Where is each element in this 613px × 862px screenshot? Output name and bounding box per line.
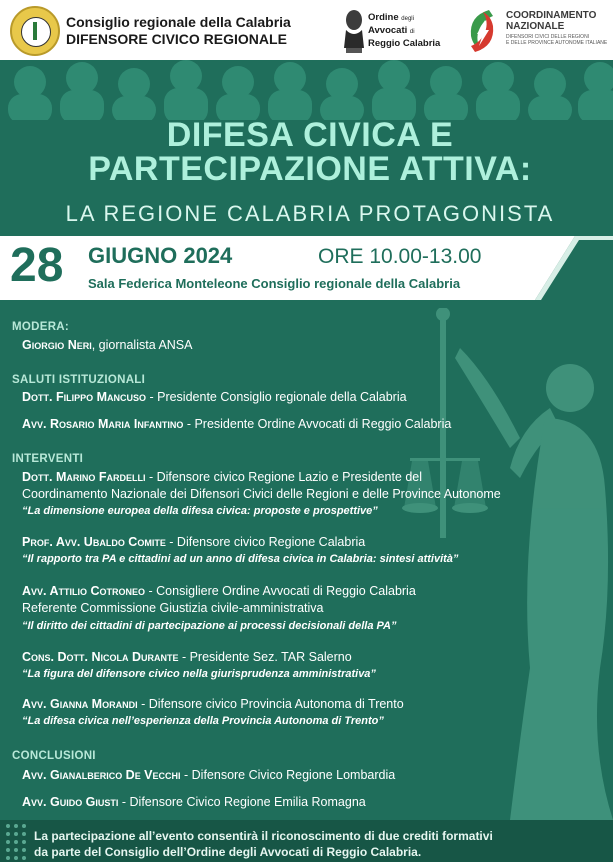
talk-title: “La figura del difensore civico nella giurisprudenza amministrativa” [22, 668, 376, 680]
dot-pattern-icon [4, 822, 26, 860]
speaker-role: - Difensore civico Provincia Autonoma di Trento [137, 697, 404, 711]
speaker-role: - Difensore civico Regione Lazio e Presidente del [145, 470, 423, 484]
intervento-item [22, 470, 542, 485]
talk-title: “La difesa civica nell’esperienza della Provincia Autonoma di Trento” [22, 715, 384, 727]
org-ordine-avvocati [368, 12, 458, 50]
saluti-label: SALUTI ISTITUZIONALI [12, 374, 146, 386]
speaker-role: - Presidente Ordine Avvocati di Reggio Calabria [183, 417, 452, 431]
org1-line2: DIFENSORE CIVICO REGIONALE [66, 31, 287, 47]
org2-small: degli [401, 16, 414, 22]
speaker-role: - Presidente Consiglio regionale della Calabria [146, 390, 407, 404]
speaker-name: Dott. Marino Fardelli [22, 470, 146, 484]
interventi-label: INTERVENTI [12, 453, 84, 465]
header [0, 0, 613, 66]
org2-line3: Reggio Calabria [368, 38, 441, 49]
saluti-item [22, 417, 542, 432]
talk-title: “Il rapporto tra PA e cittadini ad un anno di difesa civica in Calabria: sintesi attività” [22, 553, 459, 565]
event-hours: ORE 10.00-13.00 [318, 245, 482, 268]
calabria-region-seal-icon [10, 6, 60, 56]
org3-line1: COORDINAMENTO [506, 10, 597, 21]
conclusioni-item [22, 768, 542, 783]
conclusioni-label: CONCLUSIONI [12, 750, 96, 762]
org2-small2: di [409, 29, 415, 35]
speaker-name: Cons. Dott. Nicola Durante [22, 650, 179, 664]
footer-notice [0, 820, 613, 862]
conclusioni-item [22, 795, 542, 810]
speaker-name: Avv. Attilio Cotroneo [22, 584, 146, 598]
event-day: 28 [10, 239, 64, 292]
speaker-name: Avv. Rosario Maria Infantino [22, 417, 184, 431]
footer-line2: da parte del Consiglio dell’Ordine degli Avvocati di Reggio Calabria. [34, 845, 422, 859]
org3-line4: E DELLE PROVINCE AUTONOME ITALIANE [506, 40, 608, 46]
intervento-item [22, 535, 542, 550]
saluti-item [22, 390, 542, 405]
coordinamento-logo-icon [463, 6, 501, 56]
speaker-role-cont: Coordinamento Nazionale dei Difensori Civici delle Regioni e delle Province Autonome [22, 487, 501, 501]
event-title [10, 118, 610, 186]
intervento-item [22, 584, 542, 599]
speaker-name: Avv. Gianna Morandi [22, 697, 138, 711]
speaker-role: - Difensore civico Regione Calabria [165, 535, 366, 549]
org-coordinamento-nazionale [506, 10, 610, 46]
moderator-role: , giornalista ANSA [91, 338, 193, 352]
speaker-name: Avv. Guido Giusti [22, 795, 119, 809]
modera-label: MODERA: [12, 321, 70, 333]
org-consiglio-regionale [66, 14, 291, 48]
speaker-role: - Difensore Civico Regione Emilia Romagna [118, 795, 366, 809]
footer-line1: La partecipazione all’evento consentirà il riconoscimento di due crediti formativi [34, 829, 493, 843]
lawyer-bust-icon [343, 8, 365, 54]
org2-line2: Avvocati [368, 25, 408, 36]
event-month-year: GIUGNO 2024 [88, 243, 233, 268]
talk-title: “La dimensione europea della difesa civica: proposte e prospettive” [22, 505, 378, 517]
speaker-role: - Difensore Civico Regione Lombardia [180, 768, 396, 782]
speaker-name: Avv. Gianalberico De Vecchi [22, 768, 181, 782]
speaker-role-cont: Referente Commissione Giustizia civile-amministrativa [22, 601, 324, 615]
crowd-silhouettes [0, 60, 613, 120]
title-line2: PARTECIPAZIONE ATTIVA: [88, 150, 532, 188]
org2-line1: Ordine [368, 12, 399, 23]
title-line1: DIFESA CIVICA E [166, 116, 454, 154]
moderator [22, 338, 542, 353]
intervento-item [22, 650, 542, 665]
talk-title: “Il diritto dei cittadini di partecipazione ai processi decisionali della PA” [22, 620, 397, 632]
moderator-name: Giorgio Neri [22, 338, 92, 352]
intervento-item [22, 697, 542, 712]
org3-line3: DIFENSORI CIVICI DELLE REGIONI [506, 34, 590, 40]
event-venue: Sala Federica Monteleone Consiglio regionale della Calabria [88, 276, 461, 291]
event-subtitle: LA REGIONE CALABRIA PROTAGONISTA [65, 201, 555, 226]
org3-line2: NAZIONALE [506, 21, 565, 32]
org1-line1: Consiglio regionale della Calabria [66, 14, 291, 30]
speaker-role: - Presidente Sez. TAR Salerno [178, 650, 352, 664]
speaker-name: Prof. Avv. Ubaldo Comite [22, 535, 166, 549]
speaker-role: - Consigliere Ordine Avvocati di Reggio Calabria [145, 584, 416, 598]
speaker-name: Dott. Filippo Mancuso [22, 390, 146, 404]
